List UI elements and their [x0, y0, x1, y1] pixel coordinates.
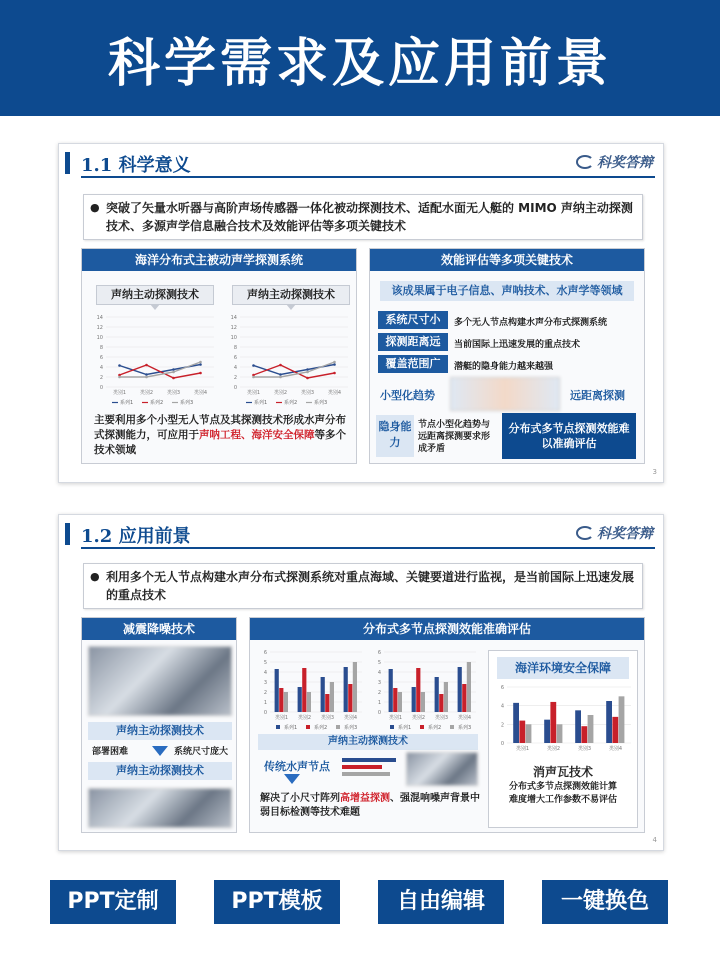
data-point [145, 364, 148, 367]
y-tick-label: 12 [96, 325, 103, 331]
data-point [333, 361, 336, 364]
bar-chart [254, 648, 366, 734]
y-tick-label: 0 [377, 710, 381, 716]
x-tick-label: 类别3 [320, 715, 335, 721]
logo-swirl-icon [576, 155, 594, 169]
safety-highlight: 消声瓦技术 [532, 765, 593, 779]
equipment-image [88, 788, 232, 828]
y-tick-label: 6 [233, 355, 237, 361]
slide-title: 1.2 应用前景 [81, 526, 191, 547]
panel-header: 分布式多节点探测效能准确评估 [250, 618, 644, 640]
bar [393, 688, 397, 712]
issue-right: 系统尺寸庞大 [174, 747, 229, 757]
bar [330, 682, 334, 712]
conclusion-box: 分布式多节点探测效能难以准确评估 [502, 413, 636, 459]
line-chart [224, 313, 352, 409]
tag-ppt-custom[interactable]: PPT定制 [50, 880, 176, 924]
y-tick-label: 4 [233, 365, 237, 371]
bar [298, 687, 302, 712]
x-tick-label: 类别4 [327, 390, 342, 396]
legend-swatch [336, 725, 340, 729]
trend-right: 远距离探测 [570, 389, 625, 402]
x-tick-label: 类别2 [297, 715, 312, 721]
tech-label: 声纳主动探测技术 [88, 762, 232, 780]
header-rule [81, 176, 655, 178]
safety-text: 分布式多节点探测效能计算难度增大工作参数不易评估 [508, 782, 617, 805]
bar [321, 677, 325, 712]
issue-left: 部署困难 [92, 747, 129, 757]
y-tick-label: 6 [263, 650, 267, 656]
data-point [199, 372, 202, 375]
y-tick-label: 2 [233, 375, 237, 381]
bar [458, 667, 462, 712]
data-point [172, 371, 175, 374]
bar [307, 692, 311, 712]
bar [467, 662, 471, 712]
y-tick-label: 14 [96, 315, 103, 321]
bar [353, 662, 357, 712]
feature-tags [0, 880, 720, 930]
slide-title: 1.1 科学意义 [81, 155, 191, 176]
bar [612, 717, 618, 743]
data-point [199, 363, 202, 366]
legend-label: 系列2 [314, 725, 328, 731]
legend-swatch [306, 725, 310, 729]
bar [412, 687, 416, 712]
left-panel [81, 617, 237, 833]
data-point [252, 364, 255, 367]
logo [576, 152, 653, 172]
key-value: 当前国际上迅速发展的重点技术 [454, 340, 581, 350]
y-tick-label: 2 [263, 690, 267, 696]
data-point [172, 368, 175, 371]
banner [0, 0, 720, 116]
bullet-text: ● 突破了矢量水听器与高阶声场传感器一体化被动探测技术、适配水面无人艇的 MIMO 声纳主动探测技术、多源声学信息融合技术及效能评估等多项关键技术 [83, 194, 643, 240]
x-tick-label: 类别2 [546, 746, 561, 752]
bar [421, 692, 425, 712]
right-description [260, 792, 480, 820]
x-tick-label: 类别1 [515, 746, 530, 752]
legend-label: 系列2 [150, 400, 164, 406]
key-value: 潜艇的隐身能力越来越强 [454, 362, 554, 372]
x-tick-label: 类别4 [343, 715, 358, 721]
data-point [279, 364, 282, 367]
bar [398, 692, 402, 712]
legend-label: 系列3 [180, 400, 194, 406]
line-chart [90, 313, 218, 409]
y-tick-label: 14 [230, 315, 237, 321]
y-tick-label: 0 [263, 710, 267, 716]
x-tick-label: 类别4 [608, 746, 623, 752]
data-point [172, 377, 175, 380]
tag-one-click-color[interactable]: 一键换色 [542, 880, 668, 924]
bar [344, 667, 348, 712]
logo [576, 523, 653, 543]
data-point [118, 376, 121, 379]
y-tick-label: 10 [96, 335, 103, 341]
data-point [252, 376, 255, 379]
panel-header: 海洋分布式主被动声学探测系统 [82, 249, 356, 271]
y-tick-label: 1 [263, 700, 267, 706]
y-tick-label: 10 [230, 335, 237, 341]
x-tick-label: 类别4 [457, 715, 472, 721]
y-tick-label: 0 [99, 385, 103, 391]
y-tick-label: 8 [233, 345, 237, 351]
y-tick-label: 8 [99, 345, 103, 351]
tag-free-edit[interactable]: 自由编辑 [378, 880, 504, 924]
desc-highlight: 声呐工程、海洋安全保障 [199, 429, 315, 441]
vehicle-image [88, 646, 232, 716]
slide-application-prospect [58, 514, 664, 851]
sonar-label: 声纳主动探测技术 [258, 734, 478, 750]
tech-label: 声纳主动探测技术 [88, 722, 232, 740]
data-point [306, 377, 309, 380]
bar [325, 694, 329, 712]
bar [435, 677, 439, 712]
legend-label: 系列3 [314, 400, 328, 406]
y-tick-label: 2 [377, 690, 381, 696]
panel-description [94, 413, 354, 458]
bar [557, 724, 563, 743]
title-accent-bar [65, 523, 70, 545]
y-tick-label: 4 [500, 703, 504, 710]
bar [544, 720, 550, 743]
desc-highlight: 高增益探测 [340, 793, 390, 804]
bar [513, 703, 519, 743]
data-point [145, 376, 148, 379]
bar [279, 688, 283, 712]
data-point [279, 376, 282, 379]
banner-title: 科学需求及应用前景 [107, 33, 612, 94]
y-tick-label: 0 [500, 741, 504, 747]
legend-label: 系列1 [284, 725, 298, 731]
trend-image [450, 377, 560, 411]
bullet-text: ● 利用多个无人节点构建水声分布式探测系统对重点海域、关键要道进行监视，是当前国际上迅速发展的重点技术 [83, 563, 643, 609]
legend-swatch [390, 725, 394, 729]
legend-swatch [420, 725, 424, 729]
y-tick-label: 6 [99, 355, 103, 361]
page-number: 3 [652, 468, 657, 476]
node-label: 传统水声节点 [264, 760, 330, 773]
bar [389, 669, 393, 712]
y-tick-label: 1 [377, 700, 381, 706]
panel-header: 减震降噪技术 [82, 618, 236, 640]
trend-left: 小型化趋势 [380, 389, 435, 402]
left-panel [81, 248, 357, 464]
header-rule [81, 547, 655, 549]
slide-header [59, 515, 663, 549]
data-point [118, 364, 121, 367]
bar [439, 694, 443, 712]
data-point [306, 371, 309, 374]
bar [581, 726, 587, 743]
logo-text: 科奖答辩 [597, 155, 653, 171]
logo-swirl-icon [576, 526, 594, 540]
bar [302, 668, 306, 712]
bar [619, 696, 625, 743]
y-tick-label: 6 [500, 685, 504, 691]
y-tick-label: 3 [263, 680, 267, 686]
legend-label: 系列3 [344, 725, 358, 731]
y-tick-label: 2 [99, 375, 103, 381]
slide-header [59, 144, 663, 178]
key-label: 系统尺寸小 [378, 311, 448, 329]
y-tick-label: 12 [230, 325, 237, 331]
legend-label: 系列1 [254, 400, 268, 406]
logo-text: 科奖答辩 [597, 526, 653, 542]
x-tick-label: 类别3 [300, 390, 315, 396]
right-panel [249, 617, 645, 833]
data-point [279, 373, 282, 376]
desc-prefix: 主要利用多个小型无人节点及其探测技术形成水声分布式探测能力，可应用于 [94, 414, 346, 441]
data-point [306, 368, 309, 371]
data-point [199, 361, 202, 364]
x-tick-label: 类别2 [273, 390, 288, 396]
bar [588, 715, 594, 743]
y-tick-label: 5 [377, 660, 381, 666]
bar [519, 721, 525, 743]
legend-label: 系列2 [284, 400, 298, 406]
bar [284, 692, 288, 712]
safety-title: 海洋环境安全保障 [497, 657, 629, 679]
desc-suffix: 等多个技术领域 [94, 429, 346, 456]
page-number: 4 [652, 836, 657, 844]
x-tick-label: 类别2 [139, 390, 154, 396]
y-tick-label: 4 [263, 670, 267, 676]
x-tick-label: 类别3 [434, 715, 449, 721]
bar [550, 702, 556, 743]
legend-label: 系列1 [120, 400, 134, 406]
arrow-down-icon [152, 746, 168, 756]
x-tick-label: 类别3 [166, 390, 181, 396]
x-tick-label: 类别1 [246, 390, 261, 396]
desc-suffix: 、强混响噪声背景中弱目标检测等技术难题 [260, 793, 480, 818]
y-tick-label: 4 [377, 670, 381, 676]
legend-label: 系列1 [398, 725, 412, 731]
bar [275, 669, 279, 712]
y-tick-label: 4 [99, 365, 103, 371]
legend-label: 系列2 [428, 725, 442, 731]
panel-header: 效能评估等多项关键技术 [370, 249, 644, 271]
data-point [145, 373, 148, 376]
slide-science-significance [58, 143, 664, 483]
y-tick-label: 6 [377, 650, 381, 656]
legend-swatch [450, 725, 454, 729]
stealth-text: 节点小型化趋势与远距离探测要求形成矛盾 [418, 420, 491, 454]
x-tick-label: 类别3 [577, 746, 592, 752]
y-tick-label: 0 [233, 385, 237, 391]
bar [575, 710, 581, 743]
x-tick-label: 类别1 [388, 715, 403, 721]
x-tick-label: 类别4 [193, 390, 208, 396]
bar-chart [491, 683, 635, 755]
x-tick-label: 类别1 [112, 390, 127, 396]
panel-subheader: 该成果属于电子信息、声呐技术、水声学等领域 [380, 281, 634, 301]
data-point [333, 372, 336, 375]
tag-ppt-template[interactable]: PPT模板 [214, 880, 340, 924]
y-tick-label: 3 [377, 680, 381, 686]
safety-box [488, 650, 638, 828]
node-image [406, 752, 478, 786]
right-panel [369, 248, 645, 464]
bar [606, 701, 612, 743]
bar [416, 668, 420, 712]
legend-swatch [276, 725, 280, 729]
key-label: 覆盖范围广 [378, 355, 448, 373]
y-tick-label: 5 [263, 660, 267, 666]
x-tick-label: 类别2 [411, 715, 426, 721]
chart-label: 声纳主动探测技术 [96, 285, 214, 305]
title-accent-bar [65, 152, 70, 174]
sonar-bars-graphic [340, 754, 400, 782]
bar [348, 684, 352, 712]
bar [526, 724, 532, 743]
x-tick-label: 类别1 [274, 715, 289, 721]
chart-label: 声纳主动探测技术 [232, 285, 350, 305]
desc-prefix: 解决了小尺寸阵列 [260, 793, 340, 804]
bar [444, 682, 448, 712]
legend-label: 系列3 [458, 725, 472, 731]
key-value: 多个无人节点构建水声分布式探测系统 [454, 318, 608, 328]
stealth-label: 隐身能力 [376, 415, 414, 457]
key-label: 探测距离远 [378, 333, 448, 351]
y-tick-label: 2 [500, 722, 504, 729]
data-point [333, 363, 336, 366]
bar-chart [368, 648, 480, 734]
bar [462, 684, 466, 712]
arrow-down-icon [284, 774, 300, 784]
